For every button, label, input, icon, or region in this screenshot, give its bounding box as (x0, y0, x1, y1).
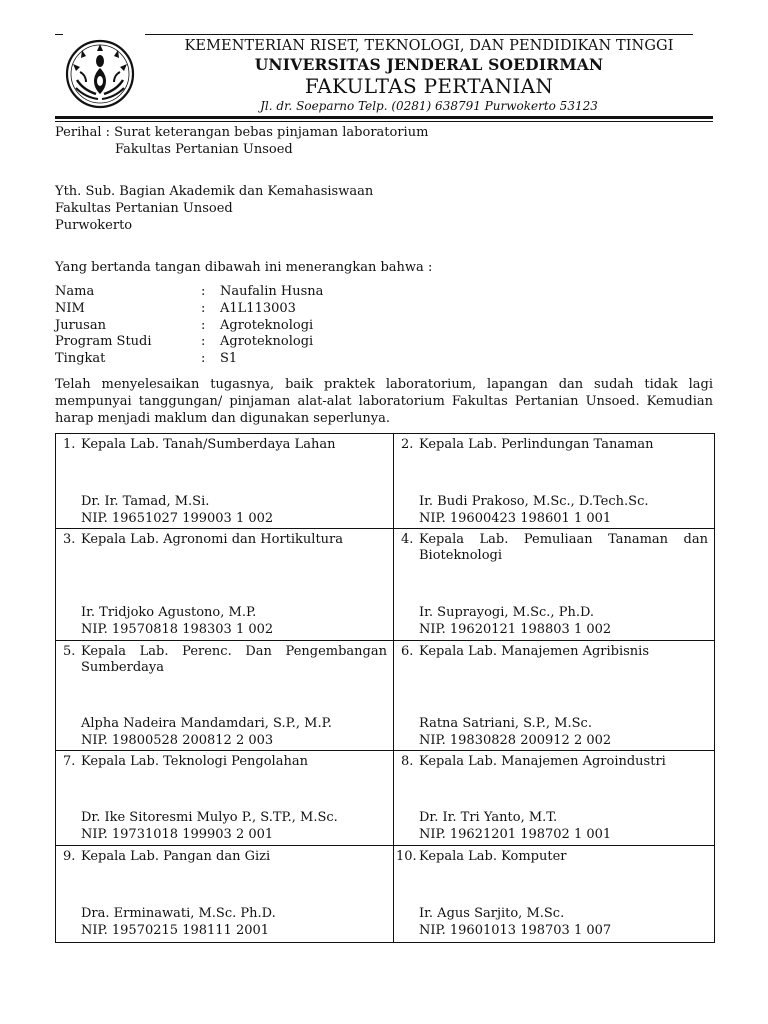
student-value: Agroteknologi (220, 334, 314, 349)
lab-title: Kepala Lab. Manajemen Agroindustri (419, 754, 666, 769)
lab-title: Kepala Lab. Komputer (419, 849, 567, 864)
lab-cell (56, 434, 394, 529)
lab-signature-table (55, 433, 715, 943)
lab-cell (394, 641, 715, 751)
lab-title: Kepala Lab. Tanah/Sumberdaya Lahan (81, 437, 336, 452)
lab-title: Kepala Lab. Perenc. Dan Pengembangan Sumberdaya (81, 644, 387, 675)
student-colon: : (201, 318, 206, 333)
student-value: Naufalin Husna (220, 284, 324, 299)
top-dash (55, 34, 63, 35)
lab-title: Kepala Lab. Teknologi Pengolahan (81, 754, 308, 769)
lab-number: 4. (401, 532, 414, 547)
lab-head-name: Alpha Nadeira Mandamdari, S.P., M.P. (81, 716, 332, 731)
student-label: NIM (55, 301, 85, 316)
lab-title: Kepala Lab. Manajemen Agribisnis (419, 644, 650, 659)
statement-paragraph: Telah menyelesaikan tugasnya, baik praktek laboratorium, lapangan dan sudah tidak lagi mempunyai tanggungan/ pinjaman alat-alat laboratorium Fakultas Pertanian Unsoed. Kemudian harap menjadi maklum dan digunakan seperlunya. (55, 377, 713, 426)
lab-cell (394, 529, 715, 641)
lab-head-nip: NIP. 19830828 200912 2 002 (419, 733, 612, 748)
lab-head-name: Dr. Ike Sitoresmi Mulyo P., S.TP., M.Sc. (81, 810, 338, 825)
lab-head-name: Dra. Erminawati, M.Sc. Ph.D. (81, 906, 276, 921)
student-label: Tingkat (55, 351, 106, 366)
lab-head-nip: NIP. 19800528 200812 2 003 (81, 733, 274, 748)
lab-head-nip: NIP. 19601013 198703 1 007 (419, 923, 612, 938)
lab-head-name: Ir. Tridjoko Agustono, M.P. (81, 605, 257, 620)
table-row (56, 434, 715, 529)
lab-title: Kepala Lab. Agronomi dan Hortikultura (81, 532, 344, 547)
lab-title: Kepala Lab. Pemuliaan Tanaman dan Bioteknologi (419, 532, 708, 563)
lab-head-nip: NIP. 19731018 199903 2 001 (81, 827, 274, 842)
table-row (56, 846, 715, 943)
faculty-name: FAKULTAS PERTANIAN (304, 74, 554, 98)
student-colon: : (201, 334, 206, 349)
addressee-line-3: Purwokerto (55, 218, 133, 233)
lab-head-name: Dr. Ir. Tri Yanto, M.T. (419, 810, 558, 825)
student-label: Jurusan (55, 318, 106, 333)
student-value: Agroteknologi (220, 318, 314, 333)
subject-line-2: Fakultas Pertanian Unsoed (115, 142, 293, 157)
lab-number: 1. (63, 437, 76, 452)
lab-number: 10. (396, 849, 417, 864)
lab-cell (56, 529, 394, 641)
addressee-line-2: Fakultas Pertanian Unsoed (55, 201, 233, 216)
lab-head-nip: NIP. 19651027 199003 1 002 (81, 511, 274, 526)
lab-cell (394, 751, 715, 846)
lab-head-name: Ir. Agus Sarjito, M.Sc. (419, 906, 565, 921)
lab-number: 7. (63, 754, 76, 769)
lab-head-name: Dr. Ir. Tamad, M.Si. (81, 494, 210, 509)
student-colon: : (201, 351, 206, 366)
student-label: Nama (55, 284, 95, 299)
lab-cell (394, 434, 715, 529)
faculty-address: Jl. dr. Soeparno Telp. (0281) 638791 Purwokerto 53123 (260, 99, 598, 113)
top-rule (145, 34, 693, 35)
table-row (56, 751, 715, 846)
lab-head-name: Ir. Suprayogi, M.Sc., Ph.D. (419, 605, 595, 620)
lab-head-nip: NIP. 19570215 198111 2001 (81, 923, 270, 938)
lab-head-nip: NIP. 19570818 198303 1 002 (81, 622, 274, 637)
table-row (56, 641, 715, 751)
lab-head-nip: NIP. 19620121 198803 1 002 (419, 622, 612, 637)
lab-number: 6. (401, 644, 414, 659)
lab-title: Kepala Lab. Pangan dan Gizi (81, 849, 271, 864)
lab-cell (56, 846, 394, 943)
lab-number: 8. (401, 754, 414, 769)
lab-title: Kepala Lab. Perlindungan Tanaman (419, 437, 654, 452)
lab-head-nip: NIP. 19600423 198601 1 001 (419, 511, 612, 526)
lab-cell (56, 641, 394, 751)
addressee-line-1: Yth. Sub. Bagian Akademik dan Kemahasiswaan (55, 184, 374, 199)
ministry-name: KEMENTERIAN RISET, TEKNOLOGI, DAN PENDIDIKAN TINGGI (184, 38, 674, 54)
subject-line-1: Perihal : Surat keterangan bebas pinjaman laboratorium (55, 125, 429, 140)
student-label: Program Studi (55, 334, 152, 349)
lab-number: 5. (63, 644, 76, 659)
student-value: A1L113003 (220, 301, 296, 316)
university-name: UNIVERSITAS JENDERAL SOEDIRMAN (254, 55, 604, 74)
letterhead-thick-rule (55, 116, 713, 119)
lab-number: 2. (401, 437, 414, 452)
student-colon: : (201, 301, 206, 316)
lab-head-name: Ratna Satriani, S.P., M.Sc. (419, 716, 592, 731)
student-value: S1 (220, 351, 238, 366)
letterhead-thin-rule (55, 121, 713, 122)
lab-head-name: Ir. Budi Prakoso, M.Sc., D.Tech.Sc. (419, 494, 649, 509)
lab-cell (394, 846, 715, 943)
university-emblem-icon (62, 36, 138, 112)
table-row (56, 529, 715, 641)
lab-number: 9. (63, 849, 76, 864)
lab-cell (56, 751, 394, 846)
lab-number: 3. (63, 532, 76, 547)
student-colon: : (201, 284, 206, 299)
lab-head-nip: NIP. 19621201 198702 1 001 (419, 827, 612, 842)
intro-text: Yang bertanda tangan dibawah ini menerangkan bahwa : (55, 260, 433, 275)
